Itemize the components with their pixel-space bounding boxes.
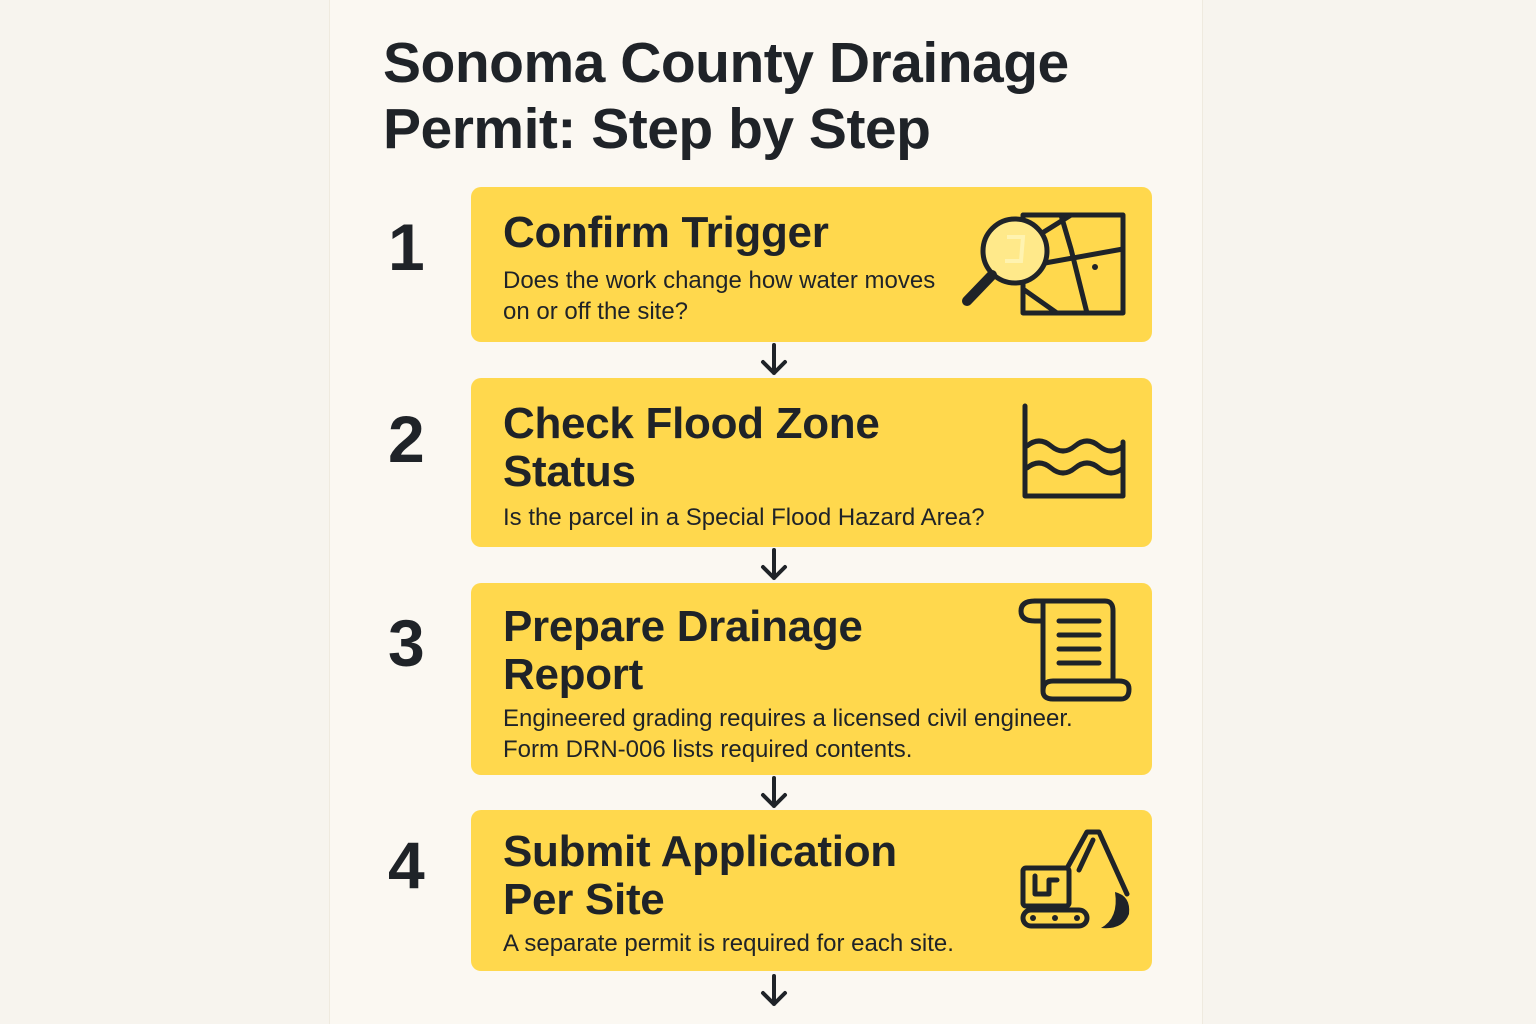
step-description-3-line-2: Form DRN-006 lists required contents. [503,736,913,763]
step-title-3: Prepare Drainage Report [503,602,863,699]
step-number-2: 2 [388,402,425,476]
flow-arrow-2 [758,548,790,582]
step-card-4 [471,810,1152,971]
step-card-3 [471,583,1152,775]
magnifier-parcel-map-icon [961,209,1131,321]
flow-arrow-1 [758,343,790,377]
step-number-1: 1 [388,210,425,284]
step-description-3-line-1: Engineered grading requires a licensed civil engineer. [503,705,1073,732]
document-scroll-icon [1017,597,1133,703]
step-title-2: Check Flood Zone Status [503,399,880,496]
step-description-4: A separate permit is required for each site. [503,930,954,957]
flow-arrow-3 [758,776,790,810]
step-title-4: Submit Application Per Site [503,827,897,924]
flood-water-tank-icon [1019,402,1129,502]
step-description-2: Is the parcel in a Special Flood Hazard Area? [503,504,985,531]
excavator-icon [1019,826,1131,934]
flow-arrow-4 [758,974,790,1008]
step-number-4: 4 [388,828,425,902]
step-title-1: Confirm Trigger [503,208,829,257]
step-description-3 [503,703,1153,765]
page-title: Sonoma County Drainage Permit: Step by Step [383,31,1069,161]
step-card-1 [471,187,1152,342]
step-description-1: Does the work change how water moves on or off the site? [503,267,936,325]
step-card-2 [471,378,1152,547]
step-number-3: 3 [388,606,425,680]
